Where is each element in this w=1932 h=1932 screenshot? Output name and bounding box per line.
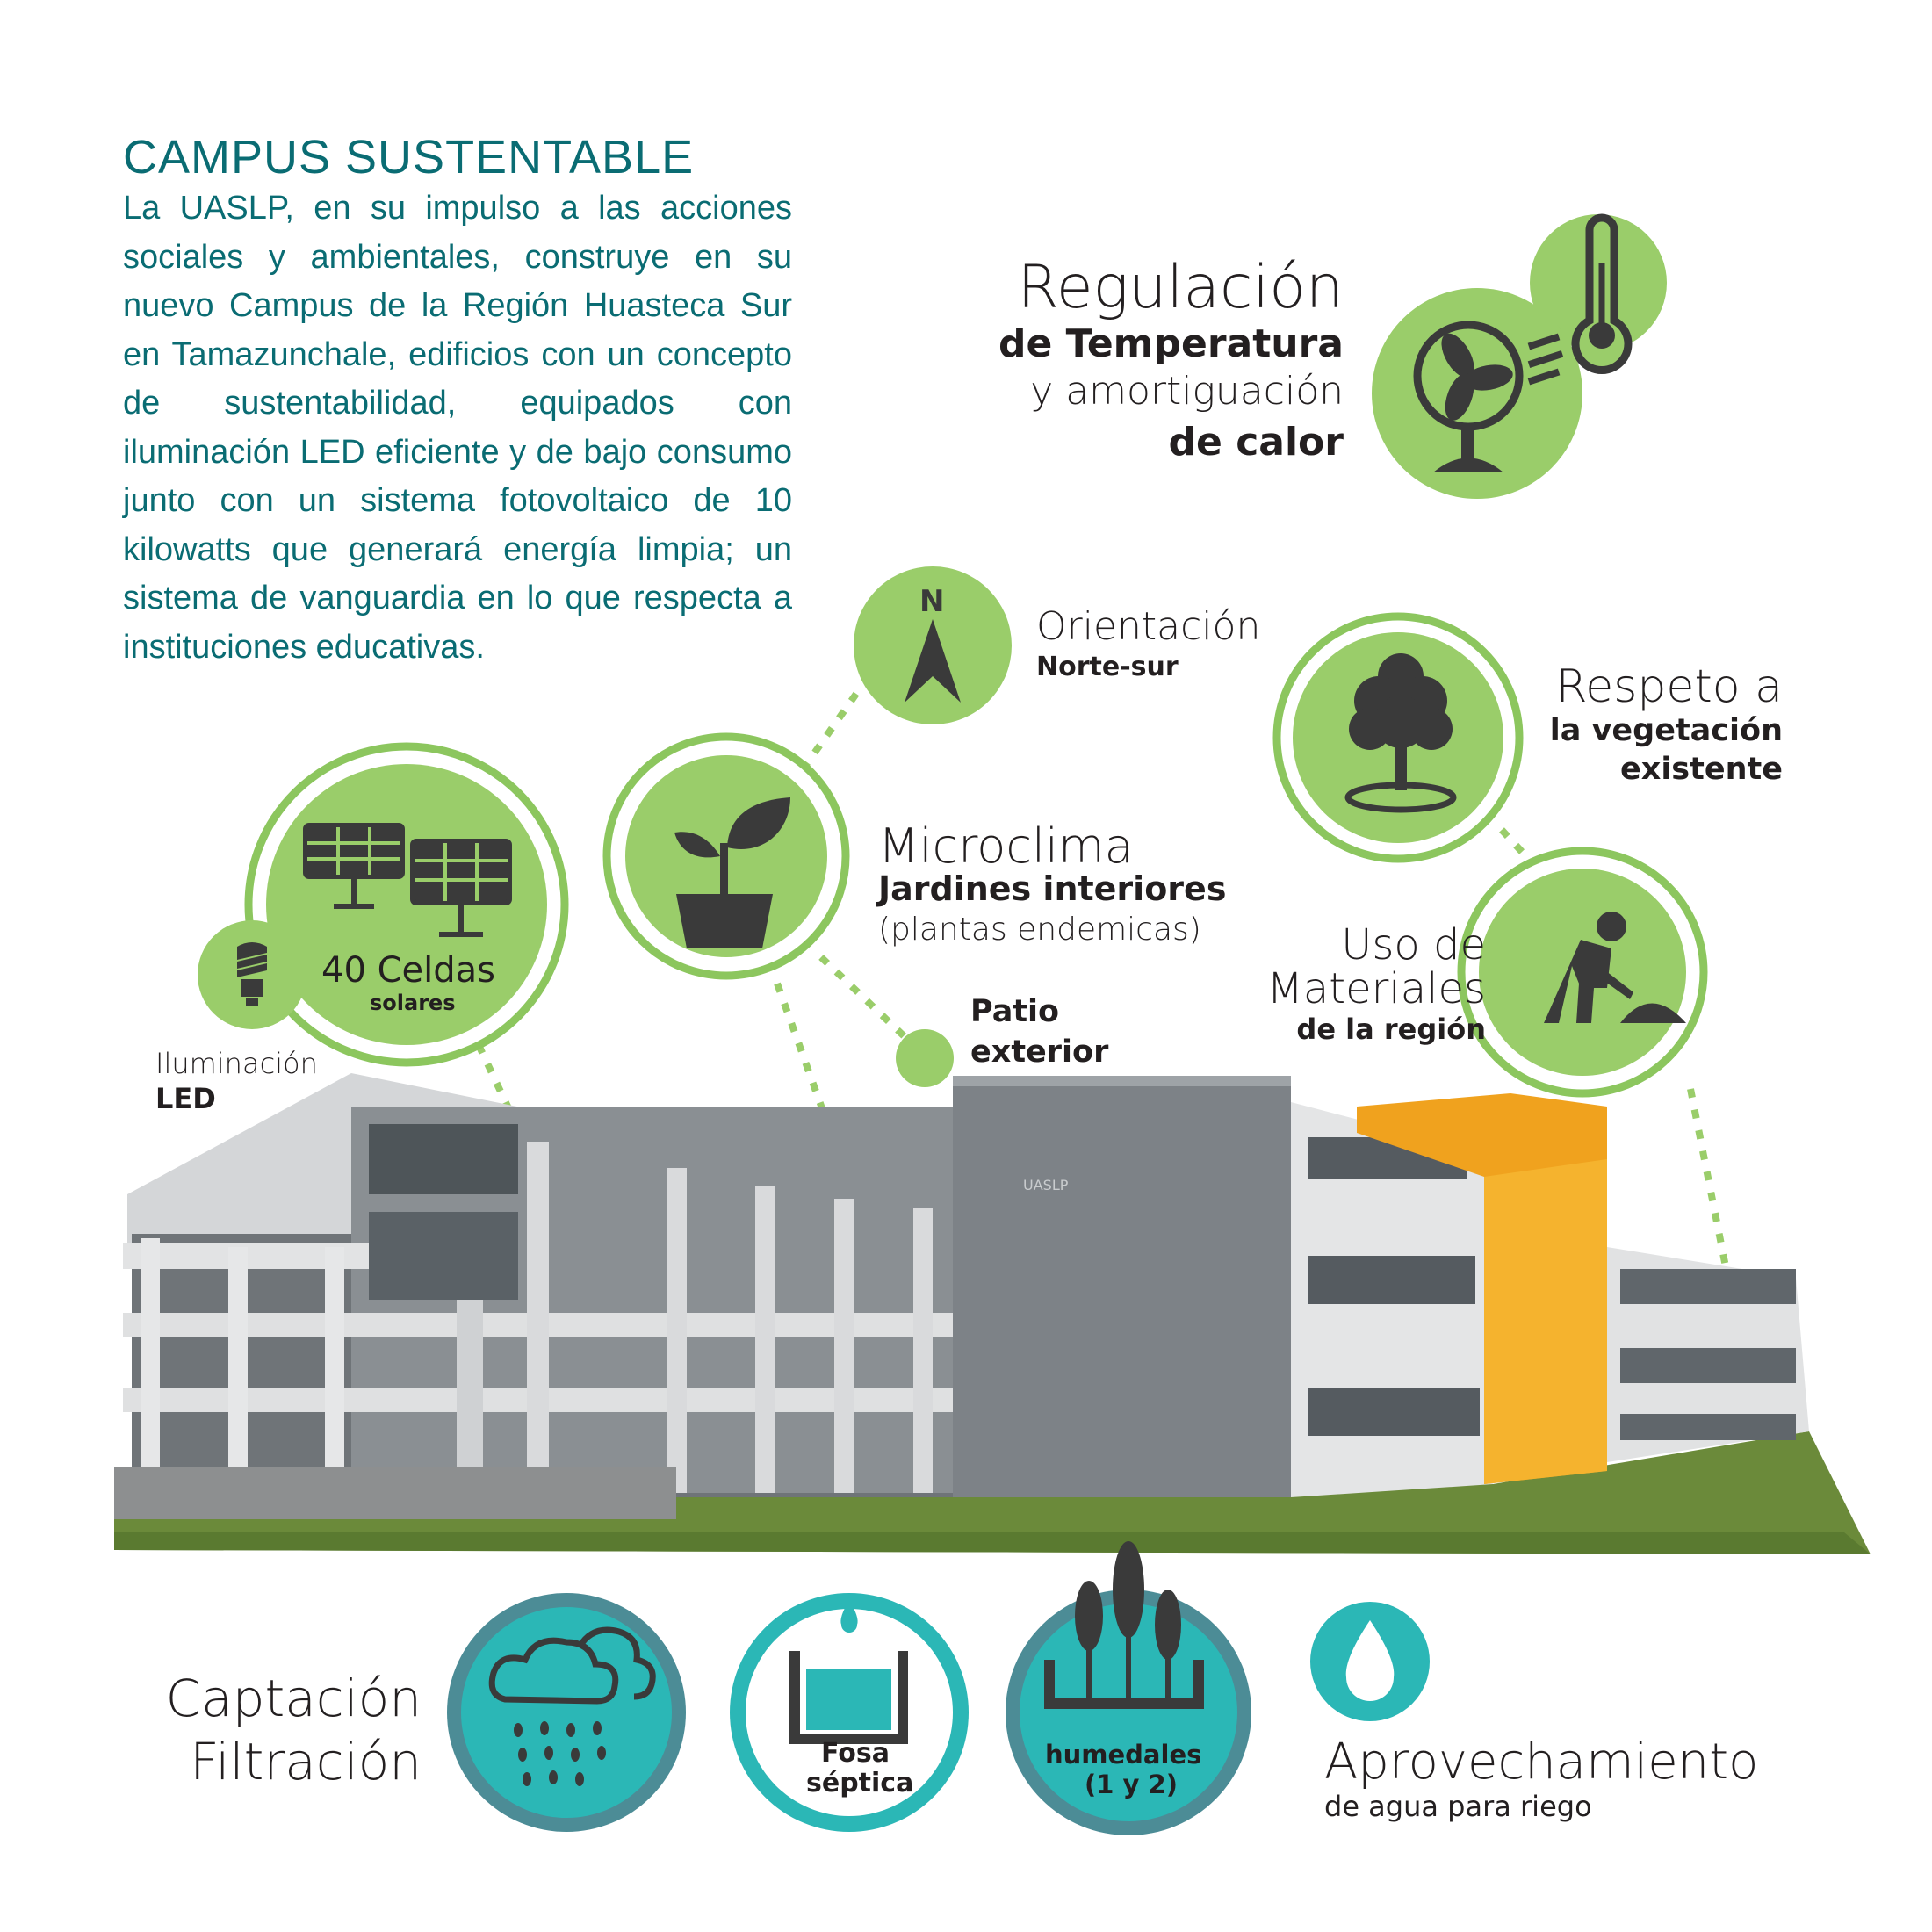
orientacion-subtitle: Norte-sur (1036, 652, 1179, 682)
regulacion-line3: y amortiguación (1030, 369, 1344, 414)
wetlands-label-2: (1 y 2) (1085, 1770, 1178, 1799)
temperature-badge (1372, 214, 1667, 499)
microclima-badge (607, 737, 846, 976)
uso-line1: Uso de (1341, 920, 1486, 970)
microclima-note: (plantas endemicas) (878, 912, 1201, 948)
wetlands-label-1: humedales (1045, 1740, 1202, 1770)
respeto-title: Respeto a (1555, 660, 1783, 713)
captacion-label: Captación (165, 1669, 422, 1728)
regulacion-line4: de calor (1168, 420, 1344, 465)
solar-count: 40 Celdas (321, 950, 496, 991)
aprovechamiento-title: Aprovechamiento (1324, 1734, 1759, 1791)
patio-line2: exterior (970, 1034, 1109, 1070)
regulacion-title: Regulación (1017, 253, 1344, 322)
compass-n-letter: N (919, 584, 945, 619)
orientacion-title: Orientación (1036, 604, 1261, 649)
water-drop-badge (1310, 1602, 1430, 1721)
uso-line3: de la región (1296, 1013, 1486, 1046)
compass-badge (854, 566, 1012, 724)
led-line2: LED (155, 1082, 216, 1115)
intro-title: CAMPUS SUSTENTABLE (123, 131, 695, 184)
solar-badge (249, 746, 565, 1063)
intro-body: La UASLP, en su impulso a las acciones sociales y ambientales, construye en su nuevo Campus de la Región Huasteca Sur en Tamazunchale, edificios con un concepto de sustentabilidad, equipados con iluminación LED eficiente y de bajo consumo junto con un sistema fotovoltaico de 10 kilowatts que generará energía limpia; un sistema de vanguardia en lo que respecta a instituciones educativas. (123, 190, 792, 666)
respeto-line3: existente (1620, 752, 1783, 787)
patio-line1: Patio (970, 994, 1060, 1029)
septic-badge (730, 1593, 969, 1832)
filtracion-label: Filtración (190, 1732, 422, 1791)
aprovechamiento-subtitle: de agua para riego (1324, 1790, 1592, 1823)
microclima-subtitle: Jardines interiores (878, 869, 1227, 908)
regulacion-line2: de Temperatura (998, 321, 1344, 366)
wetlands-badge (1006, 1541, 1251, 1835)
patio-dot (896, 1029, 954, 1087)
microclima-title: Microclima (878, 818, 1134, 874)
solar-label: solares (370, 991, 456, 1015)
uaslp-sign: UASLP (1023, 1177, 1069, 1193)
led-line1: Iluminación (155, 1047, 318, 1080)
uso-line2: Materiales (1266, 964, 1486, 1013)
central-tower (953, 1076, 1291, 1497)
worker-badge (1461, 851, 1704, 1093)
campus-building (114, 1073, 1871, 1554)
led-badge (198, 920, 306, 1029)
septic-label-1: Fosa (821, 1738, 890, 1769)
rain-badge (447, 1593, 686, 1832)
septic-label-2: séptica (806, 1768, 914, 1799)
respeto-line2: la vegetación (1549, 713, 1783, 748)
tree-badge (1277, 616, 1519, 859)
